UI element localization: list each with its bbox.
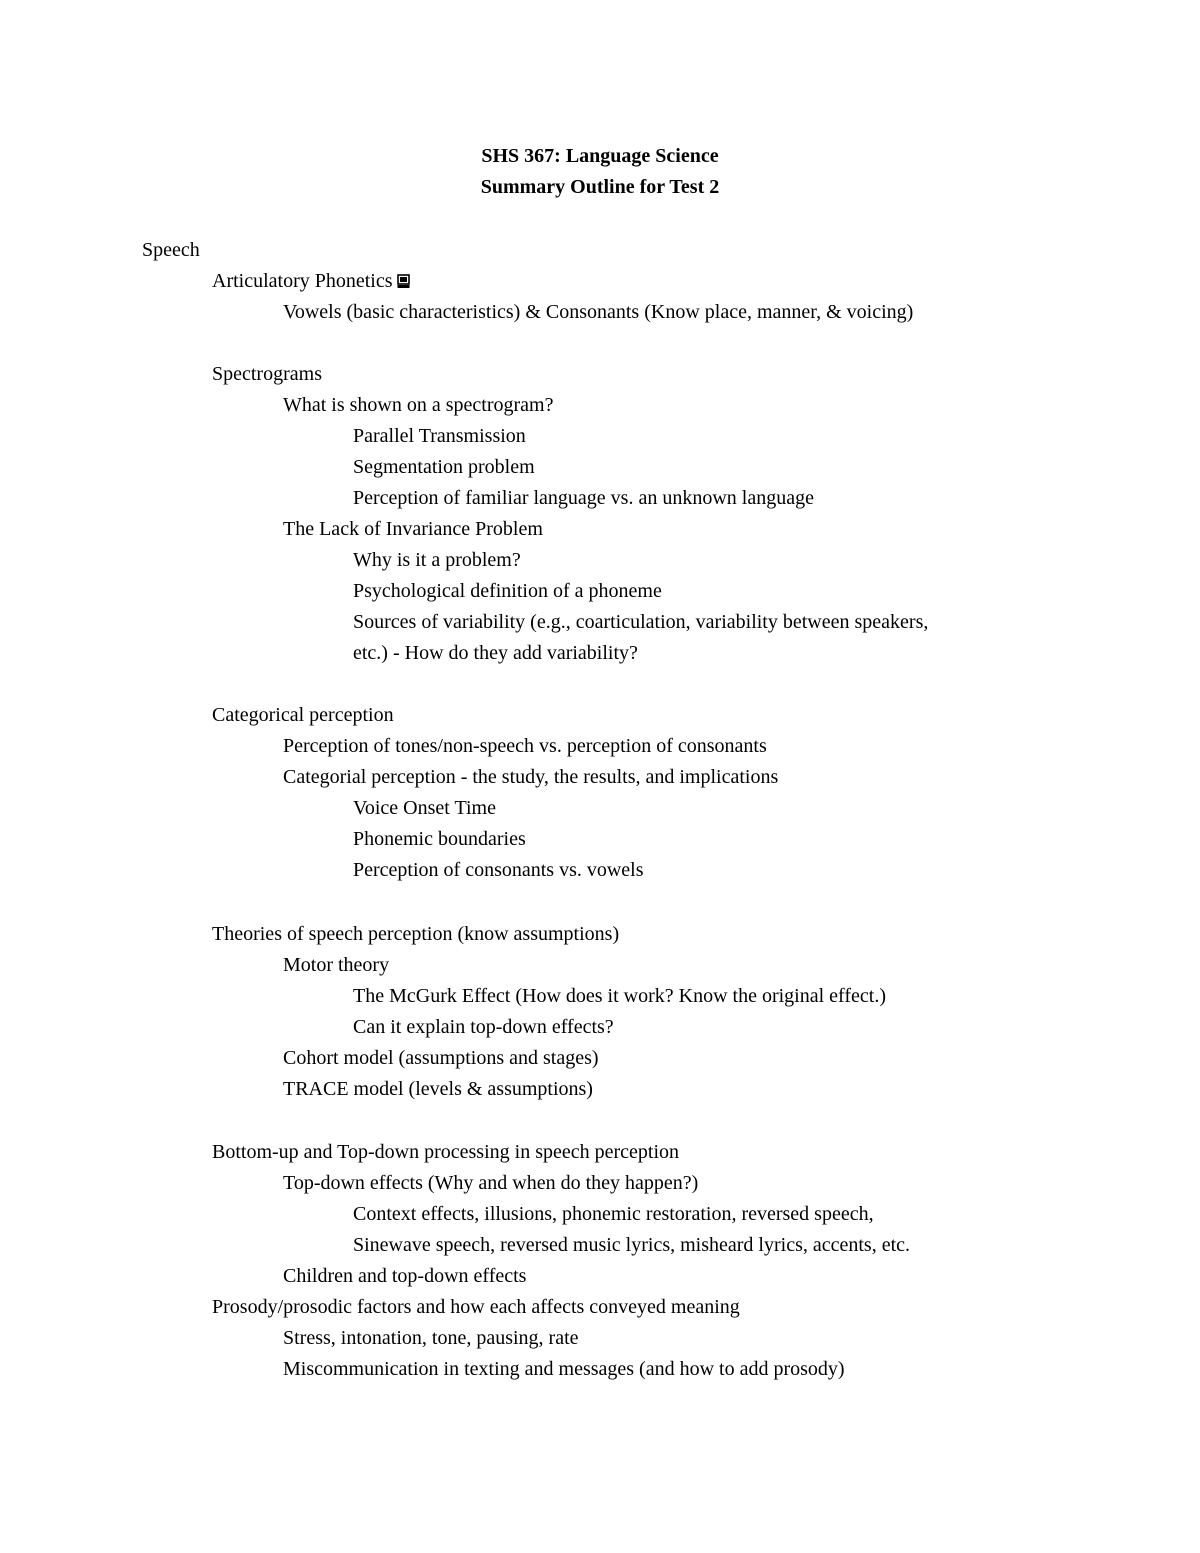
outline-item: What is shown on a spectrogram?: [283, 394, 554, 416]
outline-item: Sources of variability (e.g., coarticulation, variability between speakers,: [353, 611, 929, 633]
outline-item: Phonemic boundaries: [353, 828, 526, 850]
outline-item: Perception of tones/non-speech vs. perception of consonants: [283, 735, 767, 757]
outline-section-spectrograms: Spectrograms: [212, 363, 322, 385]
document-subtitle: Summary Outline for Test 2: [480, 176, 720, 198]
outline-item-label: Articulatory Phonetics: [212, 270, 393, 292]
outline-item: TRACE model (levels & assumptions): [283, 1078, 593, 1100]
outline-heading-speech: Speech: [142, 239, 200, 261]
outline-item: Vowels (basic characteristics) & Consonants (Know place, manner, & voicing): [283, 301, 914, 323]
outline-item: The McGurk Effect (How does it work? Know the original effect.): [353, 985, 886, 1007]
outline-item: Perception of consonants vs. vowels: [353, 859, 644, 881]
outline-item: Children and top-down effects: [283, 1265, 527, 1287]
outline-item: Sinewave speech, reversed music lyrics, misheard lyrics, accents, etc.: [353, 1234, 911, 1256]
outline-item: Context effects, illusions, phonemic restoration, reversed speech,: [353, 1203, 874, 1225]
outline-item: Categorial perception - the study, the results, and implications: [283, 766, 779, 788]
outline-item: Motor theory: [283, 954, 390, 976]
outline-item: Psychological definition of a phoneme: [353, 580, 662, 602]
outline-item-articulatory: [212, 269, 410, 295]
outline-item: Cohort model (assumptions and stages): [283, 1047, 599, 1069]
outline-item: Voice Onset Time: [353, 797, 496, 819]
document-title: SHS 367: Language Science: [481, 145, 719, 167]
outline-item: Miscommunication in texting and messages (and how to add prosody): [283, 1358, 845, 1380]
outline-item: Why is it a problem?: [353, 549, 521, 571]
outline-item: Can it explain top-down effects?: [353, 1016, 614, 1038]
computer-icon: [397, 271, 410, 295]
outline-section-processing: Bottom-up and Top-down processing in speech perception: [212, 1141, 680, 1163]
outline-section-categorical: Categorical perception: [212, 704, 394, 726]
outline-item: Stress, intonation, tone, pausing, rate: [283, 1327, 579, 1349]
outline-item: Parallel Transmission: [353, 425, 526, 447]
outline-section-prosody: Prosody/prosodic factors and how each affects conveyed meaning: [212, 1296, 740, 1318]
outline-item: The Lack of Invariance Problem: [283, 518, 543, 540]
outline-section-theories: Theories of speech perception (know assumptions): [212, 923, 620, 945]
outline-item: Perception of familiar language vs. an unknown language: [353, 487, 814, 509]
outline-item: Segmentation problem: [353, 456, 535, 478]
outline-item: etc.) - How do they add variability?: [353, 642, 638, 664]
outline-item: Top-down effects (Why and when do they happen?): [283, 1172, 699, 1194]
